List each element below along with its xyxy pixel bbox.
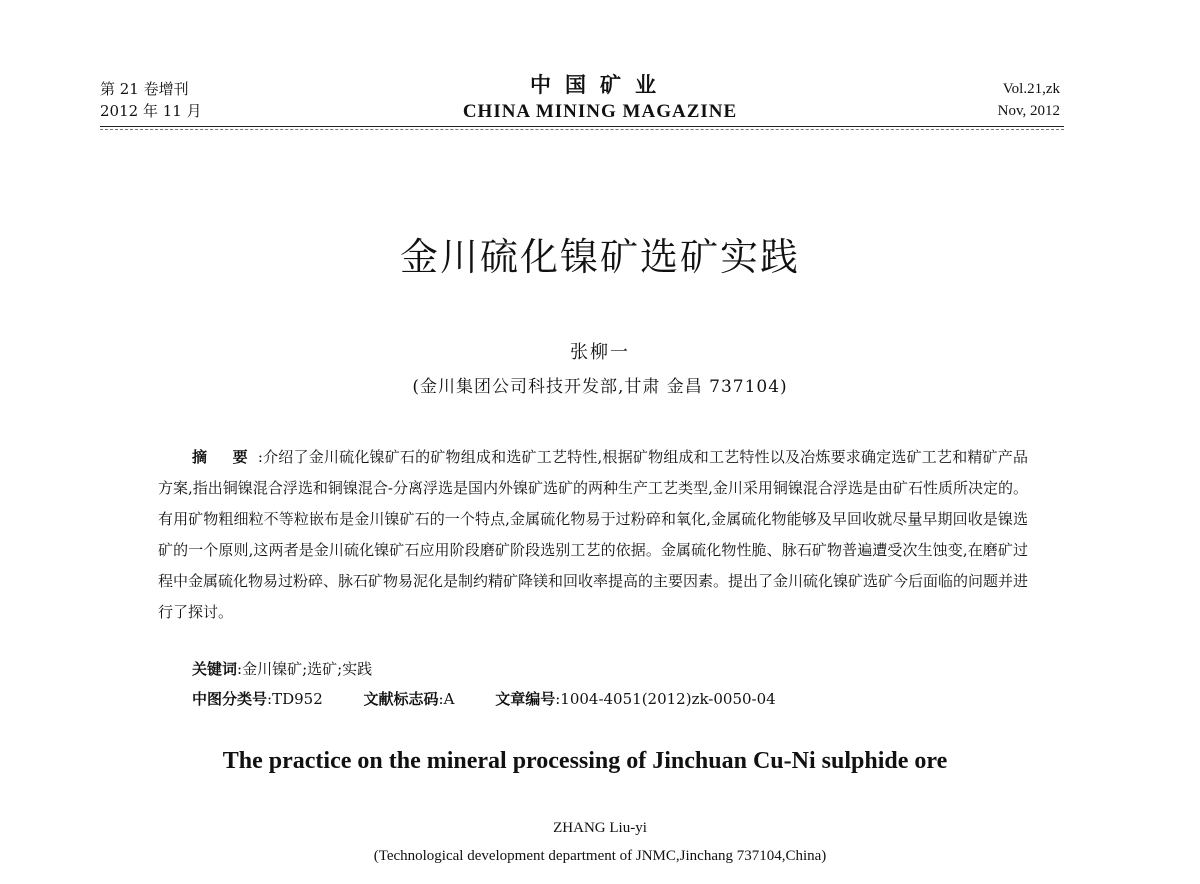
abstract-text: :介绍了金川硫化镍矿石的矿物组成和选矿工艺特性,根据矿物组成和工艺特性以及冶炼要求确定选矿工艺和精矿产品方案,指出铜镍混合浮选和铜镍混合-分离浮选是国内外镍矿选矿的两种生产工艺类型,金川采用铜镍混合浮选是由矿石性质所决定的。有用矿物粗细粒不等粒嵌布是金川镍矿石的一个特点,金属硫化物易于过粉碎和氧化,金属硫化物能够及早回收就尽量早期回收是镍选矿的一个原则,这两者是金川硫化镍矿石应用阶段磨矿阶段选别工艺的依据。金属硫化物性脆、脉石矿物普遍遭受次生蚀变,在磨矿过程中金属硫化物易过粉碎、脉石矿物易泥化是制约精矿降镁和回收率提高的主要因素。提出了金川硫化镍矿选矿今后面临的问题并进行了探讨。: [158, 448, 1029, 621]
doc-code-value: :A: [438, 690, 455, 708]
author-en: ZHANG Liu-yi: [553, 820, 647, 836]
header-volume-en-block: [998, 78, 1060, 122]
keywords-label: 关键词: [192, 660, 238, 678]
article-title-en: The practice on the mineral processing of Jinchuan Cu-Ni sulphide ore: [222, 748, 948, 774]
class-number: [192, 690, 323, 708]
author-cn: 张柳一: [570, 342, 630, 363]
article-number: [495, 690, 776, 708]
classification-line: [192, 688, 1092, 710]
class-value: :TD952: [267, 690, 323, 708]
class-label: 中图分类号: [192, 690, 268, 708]
journal-name-cn: 中国矿业: [530, 72, 670, 97]
header-volume: 第 21 卷增刊: [100, 80, 189, 98]
header-rule: [100, 126, 1064, 127]
doc-code-label: 文献标志码: [363, 690, 439, 708]
header-rule-secondary: [100, 129, 1064, 130]
header-date-en: Nov, 2012: [997, 103, 1060, 119]
header-volume-en: Vol.21,zk: [1002, 81, 1060, 97]
abstract-cn: [158, 442, 1028, 628]
affiliation-en: (Technological development department of JNMC,Jinchang 737104,China): [373, 848, 827, 864]
affiliation-cn: (金川集团公司科技开发部,甘肃 金昌 737104): [412, 377, 788, 397]
journal-name-en: CHINA MINING MAGAZINE: [462, 101, 738, 122]
document-code: [364, 690, 455, 708]
header-date: 2012 年 11 月: [100, 102, 202, 120]
abstract-label: 摘 要: [192, 448, 258, 466]
article-no-label: 文章编号: [495, 690, 556, 708]
keywords-line: [192, 658, 372, 680]
article-title-cn: 金川硫化镍矿选矿实践: [399, 235, 800, 279]
article-no-value: :1004-4051(2012)zk-0050-04: [555, 690, 776, 708]
keywords-text: :金川镍矿;选矿;实践: [237, 660, 373, 678]
